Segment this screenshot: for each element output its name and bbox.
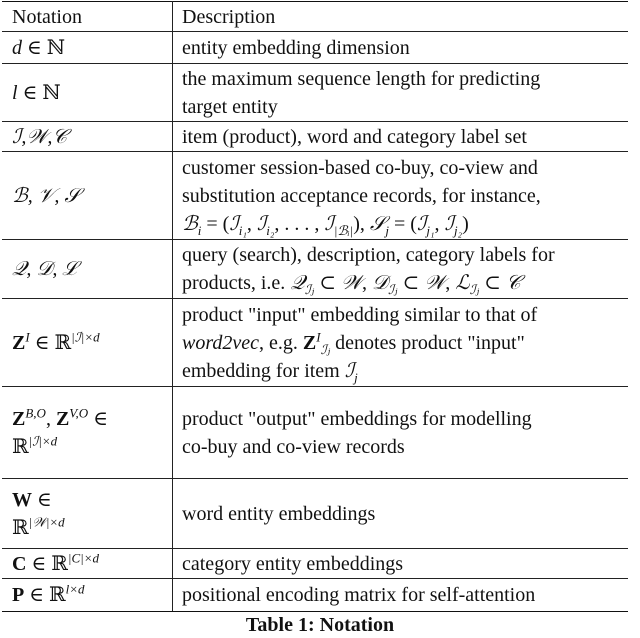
notation-cell [2,152,173,240]
notation-cell [2,479,173,549]
subscript: i₂ [266,222,275,238]
description-cell [173,579,629,612]
description-cell [173,479,629,549]
cell-line [182,154,620,182]
cell-line [12,433,164,461]
subscript: ℐⱼ [387,282,398,297]
math-text: substitution acceptance records, for instance, [182,184,541,207]
description-cell [173,240,629,299]
math-text: target entity [182,95,278,118]
cell-line [12,581,164,609]
math-text: W [12,488,32,511]
cell-line [12,405,164,433]
cell-line [182,581,620,609]
math-text: Z [12,407,26,430]
math-text: ∈ [88,407,108,430]
math-text: ℐ [344,359,355,382]
math-text: ℐ [444,212,454,235]
math-text: positional encoding matrix for self-attention [182,584,536,606]
math-text: word entity embeddings [182,502,376,525]
math-text: 𝒟 [371,272,388,294]
cell-line [182,405,620,433]
cell-line [12,79,164,107]
math-text: ∈ ℝ [24,584,66,606]
math-text: C [12,552,27,575]
cell-line [182,269,620,297]
notation-cell [2,240,173,299]
subscript: ℐⱼ [469,282,480,297]
cell-line [12,34,164,62]
math-text: product "output" embeddings for modelling [182,407,532,430]
description-cell [173,387,629,479]
superscript: |ℐ|×d [28,432,58,448]
math-text: 𝒮 [369,212,386,235]
table-row [2,387,628,479]
notation-cell [2,299,173,387]
cell-line [182,182,620,210]
math-text: ), [353,212,370,235]
cell-line [182,241,620,269]
math-text: Z [12,331,26,354]
math-text: embedding for item [182,359,345,382]
math-text: , e.g. [259,331,303,354]
description-cell [173,32,629,64]
math-text: ℒ [455,272,470,294]
subscript: i [197,222,202,238]
cell-line [182,65,620,93]
math-text: denotes product "input" [330,331,525,354]
cell-line [182,433,620,461]
math-text: ∈ ℕ [22,36,66,59]
cell-line [182,210,620,238]
table-row [2,479,628,549]
math-text: ℬ [182,212,198,235]
subscript: ℐⱼ [320,341,331,357]
superscript: |𝒲|×d [28,513,65,529]
notation-cell [2,122,173,152]
math-text: , [246,212,257,235]
superscript: l×d [65,581,85,597]
math-text: = ( [201,212,230,235]
table-row [2,299,628,387]
description-cell [173,152,629,240]
math-text: ∈ [32,488,52,511]
math-text: , . . . , [274,212,325,235]
description-cell [173,299,629,387]
math-text: Z [302,331,317,354]
math-text: ℐ [416,212,427,235]
cell-line [12,182,164,210]
math-text: , [434,212,445,235]
math-text: 𝒲 [424,272,446,294]
cell-line [12,514,164,542]
notation-table [2,1,628,612]
table-row [2,240,628,299]
cell-line [12,329,164,357]
cell-line [12,255,164,283]
math-text: 𝒞 [505,272,521,294]
cell-line [182,357,620,385]
math-text: l [12,81,18,104]
math-text: category entity embeddings [182,552,404,575]
math-text: word2vec [182,331,260,354]
table-row [2,32,628,64]
math-text: 𝒬, 𝒟, ℒ [12,258,77,280]
superscript: V,O [69,404,89,420]
math-text: ℝ [12,435,29,458]
table-row [2,579,628,612]
math-text: item (product), word and category label set [182,125,527,148]
table-row [2,549,628,579]
math-text: ⊂ [397,272,425,294]
header-description: Description [173,2,629,32]
math-text: the maximum sequence length for predicting [182,67,541,90]
math-text: ℐ [229,212,239,235]
table-row [2,64,628,122]
math-text: ℐ [256,212,267,235]
subscript: ℐⱼ [304,282,315,297]
cell-line [182,93,620,121]
cell-line [12,550,164,578]
notation-cell [2,549,173,579]
math-text: ) [462,212,469,235]
cell-line [182,301,620,329]
math-text: Z [55,407,70,430]
cell-line [182,500,620,528]
math-text: ⊂ [314,272,341,294]
math-text: ∈ ℕ [17,81,61,104]
math-text: query (search), description, category labels for [182,244,555,266]
math-text: ⊂ [479,272,506,294]
table-row [2,152,628,240]
math-text: ∈ ℝ [29,331,72,354]
subscript: j₂ [453,222,463,238]
subscript: j [385,222,390,238]
description-cell [173,64,629,122]
description-cell [173,122,629,152]
math-text: entity embedding dimension [182,36,410,59]
superscript: |ℐ|×d [71,328,100,344]
subscript: j [354,369,358,385]
subscript: j₁ [426,222,435,238]
superscript: I [25,328,30,344]
math-text: 𝒲 [341,272,362,294]
math-text: = ( [389,212,417,235]
math-text: ℝ [12,516,29,539]
cell-line [12,486,164,514]
math-text: product "input" embedding similar to that of [182,303,538,326]
math-text: d [12,36,22,59]
cell-line [182,550,620,578]
math-text: , [445,272,456,294]
table-row [2,122,628,152]
cell-line [182,34,620,62]
subscript: |ℬᵢ| [333,222,354,238]
math-text: ℐ [324,212,334,235]
header-notation: Notation [2,2,173,32]
cell-line [182,123,620,151]
math-text: ℬ, 𝒱, 𝒮 [12,184,80,207]
notation-cell [2,64,173,122]
subscript: i₁ [238,222,247,238]
math-text: , [45,407,56,430]
notation-cell [2,579,173,612]
cell-line [182,329,620,357]
notation-cell [2,387,173,479]
math-text: ∈ ℝ [26,552,68,575]
math-text: ℐ,𝒲,𝒞 [12,125,67,148]
math-text: P [12,584,25,606]
superscript: I [316,328,321,344]
math-text: customer session-based co-buy, co-view and [182,156,538,179]
superscript: B,O [25,404,46,420]
math-text: , [361,272,372,294]
superscript: |C|×d [67,549,99,565]
cell-line [12,123,164,151]
notation-cell [2,32,173,64]
description-cell [173,549,629,579]
math-text: products, i.e. [182,272,291,294]
table-caption: Table 1: Notation [245,614,395,636]
math-text: 𝒬 [290,272,305,294]
math-text: co-buy and co-view records [182,435,405,458]
table-header-row [2,2,628,32]
